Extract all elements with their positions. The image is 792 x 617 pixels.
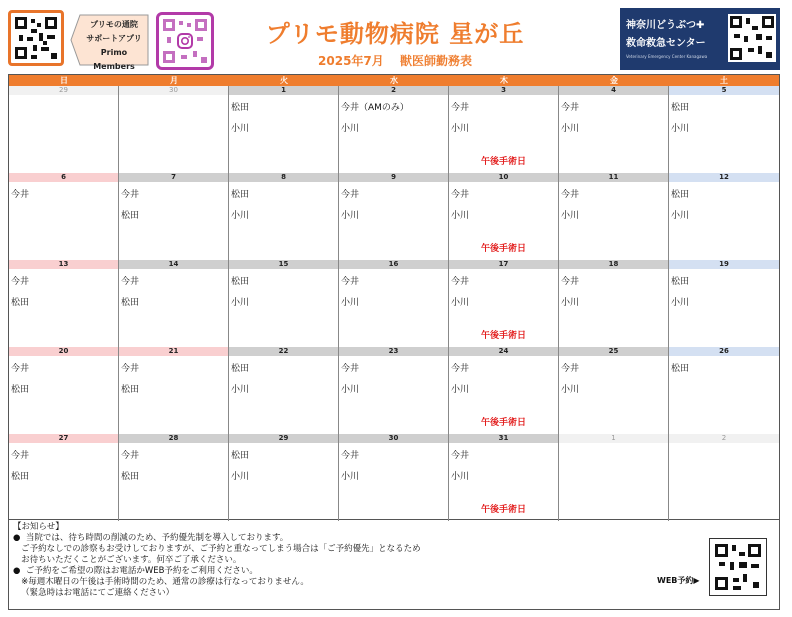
- calendar-day-cell: [669, 86, 779, 173]
- calendar-day-cell: [119, 260, 229, 347]
- doctor-secondary: 小川: [341, 472, 360, 482]
- day-number: 31: [449, 434, 558, 443]
- calendar-day-cell: [9, 347, 119, 434]
- doctor-primary: 今井: [11, 277, 30, 287]
- doctor-primary: 松田: [231, 451, 250, 461]
- doctor-secondary: 小川: [231, 472, 250, 482]
- calendar-day-cell: [119, 173, 229, 260]
- day-number: 15: [229, 260, 338, 269]
- doctor-secondary: 小川: [671, 124, 690, 134]
- calendar-day-cell: [119, 347, 229, 434]
- doctor-secondary: 小川: [341, 298, 360, 308]
- doctor-primary: 松田: [671, 103, 690, 113]
- doctor-secondary: 小川: [451, 124, 470, 134]
- members-app-tag: [70, 14, 150, 71]
- weekday-header-1: 月: [170, 76, 178, 85]
- calendar-day-cell: [229, 260, 339, 347]
- doctor-secondary: 小川: [231, 211, 250, 221]
- calendar-day-cell: [559, 173, 669, 260]
- doctor-primary: 今井: [11, 451, 30, 461]
- doctor-secondary: 小川: [671, 211, 690, 221]
- doctor-secondary: 松田: [121, 211, 140, 221]
- calendar-day-cell: [449, 173, 559, 260]
- weekday-header-row: [9, 75, 779, 86]
- weekday-header-5: 金: [610, 76, 618, 85]
- doctor-primary: 今井: [561, 364, 580, 374]
- doctor-primary: 今井: [451, 277, 470, 287]
- doctor-primary: 松田: [671, 364, 690, 374]
- emergency-qr-code[interactable]: [728, 14, 776, 62]
- calendar-day-cell: [449, 86, 559, 173]
- calendar-day-cell: [9, 434, 119, 521]
- qr-code-icon: [713, 542, 763, 592]
- calendar-day-cell: [559, 86, 669, 173]
- doctor-primary: 今井: [121, 364, 140, 374]
- day-number: 26: [669, 347, 779, 356]
- doctor-primary: 今井: [561, 277, 580, 287]
- doctor-primary: 松田: [231, 103, 250, 113]
- day-number: 17: [449, 260, 558, 269]
- surgery-day-note: 午後手術日: [480, 505, 526, 515]
- day-number: 14: [119, 260, 228, 269]
- instagram-qr-icon: [161, 17, 209, 65]
- day-number: 7: [119, 173, 228, 182]
- day-number: 27: [9, 434, 118, 443]
- calendar-day-cell: [119, 434, 229, 521]
- day-number: 8: [229, 173, 338, 182]
- calendar-day-cell: [9, 86, 119, 173]
- doctor-secondary: 松田: [11, 385, 30, 395]
- doctor-primary: 今井: [341, 451, 360, 461]
- day-number: 9: [339, 173, 448, 182]
- day-number: 30: [339, 434, 448, 443]
- doctor-secondary: 小川: [561, 211, 580, 221]
- notice-line: ご予約なしでの診察もお受けしておりますが、ご予約と重なってしまう場合は「ご予約優先」となるため: [13, 544, 421, 554]
- day-number: 19: [669, 260, 779, 269]
- day-number: 16: [339, 260, 448, 269]
- notice-line: ● ご予約をご希望の際はお電話かWEB予約をご利用ください。: [13, 566, 258, 576]
- doctor-primary: 今井: [561, 190, 580, 200]
- doctor-secondary: 小川: [451, 298, 470, 308]
- doctor-primary: 松田: [671, 277, 690, 287]
- calendar-day-cell: [449, 434, 559, 521]
- calendar-day-cell: [9, 173, 119, 260]
- doctor-secondary: 松田: [121, 298, 140, 308]
- web-reservation-qr-code[interactable]: [709, 538, 767, 596]
- calendar-day-cell: [339, 347, 449, 434]
- notice-text: [13, 522, 421, 599]
- day-number: 18: [559, 260, 668, 269]
- day-number: 20: [9, 347, 118, 356]
- day-number: 11: [559, 173, 668, 182]
- day-number: 4: [559, 86, 668, 95]
- notice-line: 【お知らせ】: [13, 522, 64, 532]
- doctor-primary: 今井: [341, 190, 360, 200]
- day-number: 2: [669, 434, 779, 443]
- doctor-secondary: 松田: [121, 385, 140, 395]
- doctor-primary: 今井: [11, 364, 30, 374]
- day-number: 6: [9, 173, 118, 182]
- day-number: 5: [669, 86, 779, 95]
- notice-line: （緊急時はお電話にてご連絡ください）: [13, 588, 175, 598]
- doctor-secondary: 小川: [561, 385, 580, 395]
- calendar-day-cell: [449, 260, 559, 347]
- day-number: 10: [449, 173, 558, 182]
- day-number: 12: [669, 173, 779, 182]
- surgery-day-note: 午後手術日: [480, 244, 526, 254]
- calendar-day-cell: [559, 434, 669, 521]
- doctor-secondary: 小川: [341, 124, 360, 134]
- doctor-primary: 松田: [231, 190, 250, 200]
- doctor-primary: 今井: [451, 103, 470, 113]
- doctor-secondary: 小川: [231, 385, 250, 395]
- doctor-primary: 今井: [451, 190, 470, 200]
- doctor-primary: 今井（AMのみ）: [341, 103, 409, 113]
- doctor-secondary: 松田: [11, 298, 30, 308]
- doctor-primary: 今井: [341, 277, 360, 287]
- day-number: 1: [559, 434, 668, 443]
- app-tag-line-3: Primo Members: [93, 48, 135, 71]
- emergency-line-2: 救命救急センター: [626, 38, 706, 49]
- doctor-secondary: 小川: [451, 385, 470, 395]
- surgery-day-note: 午後手術日: [480, 331, 526, 341]
- day-number: 22: [229, 347, 338, 356]
- calendar-day-cell: [229, 86, 339, 173]
- doctor-primary: 今井: [451, 364, 470, 374]
- doctor-primary: 今井: [341, 364, 360, 374]
- calendar-day-cell: [9, 260, 119, 347]
- calendar-day-cell: [229, 347, 339, 434]
- emergency-line-1: 神奈川どうぶつ✚: [626, 20, 705, 31]
- doctor-primary: 今井: [561, 103, 580, 113]
- weekday-header-0: 日: [60, 76, 68, 85]
- doctor-primary: 松田: [231, 277, 250, 287]
- doctor-primary: 今井: [11, 190, 30, 200]
- calendar-day-cell: [669, 347, 779, 434]
- notice-line: ● 当院では、待ち時間の削減のため、予約優先制を導入しております。: [13, 533, 289, 543]
- doctor-secondary: 小川: [561, 124, 580, 134]
- doctor-secondary: 松田: [121, 472, 140, 482]
- calendar-day-cell: [339, 86, 449, 173]
- day-number: 13: [9, 260, 118, 269]
- doctor-secondary: 小川: [231, 124, 250, 134]
- page-subtitle: [240, 52, 550, 69]
- notice-line: お待ちいただくことがございます。何卒ご了承ください。: [13, 555, 242, 565]
- notice-section: [8, 520, 780, 610]
- calendar-day-cell: [339, 260, 449, 347]
- notice-line: ※毎週木曜日の午後は手術時間のため、通常の診療は行なっておりません。: [13, 577, 309, 587]
- day-number: 24: [449, 347, 558, 356]
- doctor-secondary: 小川: [341, 211, 360, 221]
- doctor-secondary: 小川: [341, 385, 360, 395]
- doctor-secondary: 小川: [231, 298, 250, 308]
- emergency-center-banner[interactable]: [620, 8, 780, 70]
- doctor-secondary: 小川: [451, 472, 470, 482]
- weekday-header-2: 火: [280, 76, 288, 85]
- doctor-primary: 松田: [231, 364, 250, 374]
- subtitle-label: 獣医師勤務表: [399, 54, 472, 68]
- day-number: 25: [559, 347, 668, 356]
- day-number: 3: [449, 86, 558, 95]
- doctor-primary: 今井: [121, 190, 140, 200]
- calendar-day-cell: [669, 260, 779, 347]
- members-app-qr-code[interactable]: [8, 10, 64, 66]
- weekday-header-4: 木: [500, 76, 508, 85]
- doctor-secondary: 松田: [11, 472, 30, 482]
- day-number: 29: [229, 434, 338, 443]
- calendar-day-cell: [669, 434, 779, 521]
- calendar-day-cell: [559, 347, 669, 434]
- calendar-day-cell: [559, 260, 669, 347]
- doctor-primary: 今井: [121, 451, 140, 461]
- doctor-secondary: 小川: [561, 298, 580, 308]
- calendar-day-cell: [229, 434, 339, 521]
- weekday-header-6: 土: [720, 76, 728, 85]
- emergency-line-3: Veterinary Emergency Center Kanagawa: [626, 54, 708, 59]
- surgery-day-note: 午後手術日: [480, 157, 526, 167]
- calendar-day-cell: [669, 173, 779, 260]
- web-reservation-label[interactable]: WEB予約▶: [657, 576, 700, 585]
- app-tag-line-1: プリモの通院: [90, 20, 138, 29]
- day-number: 21: [119, 347, 228, 356]
- doctor-primary: 今井: [121, 277, 140, 287]
- surgery-day-note: 午後手術日: [480, 418, 526, 428]
- calendar-day-cell: [119, 86, 229, 173]
- day-number: 28: [119, 434, 228, 443]
- day-number: 30: [119, 86, 228, 95]
- instagram-qr-code[interactable]: [156, 12, 214, 70]
- qr-code-icon: [728, 14, 776, 62]
- calendar-day-cell: [229, 173, 339, 260]
- day-number: 29: [9, 86, 118, 95]
- calendar-grid: [8, 74, 780, 520]
- calendar-day-cell: [339, 173, 449, 260]
- qr-code-icon: [13, 15, 59, 61]
- day-number: 2: [339, 86, 448, 95]
- doctor-primary: 今井: [451, 451, 470, 461]
- doctor-secondary: 小川: [451, 211, 470, 221]
- day-number: 1: [229, 86, 338, 95]
- doctor-secondary: 小川: [671, 298, 690, 308]
- weekday-header-3: 水: [390, 76, 398, 85]
- page-title: プリモ動物病院 星が丘: [265, 20, 525, 48]
- calendar-day-cell: [449, 347, 559, 434]
- app-tag-line-2: サポートアプリ: [86, 34, 142, 43]
- doctor-primary: 松田: [671, 190, 690, 200]
- subtitle-month: 2025年7月: [318, 54, 384, 68]
- day-number: 23: [339, 347, 448, 356]
- calendar-day-cell: [339, 434, 449, 521]
